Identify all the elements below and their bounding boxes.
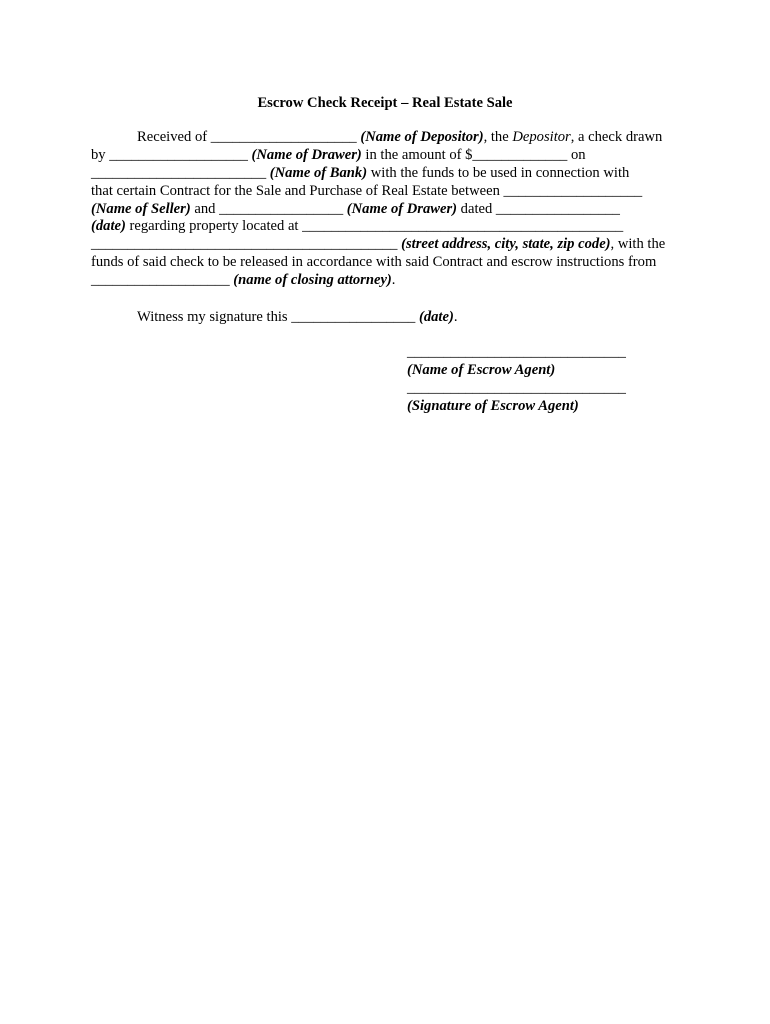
name-of-seller-label: (Name of Seller) bbox=[91, 200, 191, 217]
escrow-agent-signature-line: ______________________________ bbox=[407, 380, 626, 396]
document-title: Escrow Check Receipt – Real Estate Sale bbox=[257, 95, 513, 111]
attorney-blank: ___________________ bbox=[91, 272, 234, 289]
paragraph-line-7 bbox=[91, 236, 687, 254]
signature-of-escrow-agent-label: (Signature of Escrow Agent) bbox=[407, 398, 579, 414]
depositor-term: Depositor bbox=[512, 129, 571, 145]
contract-text: that certain Contract for the Sale and Purchase of Real Estate between ___________________ bbox=[91, 182, 643, 199]
paragraph-line-3 bbox=[91, 165, 687, 183]
name-of-bank-label: (Name of Bank) bbox=[269, 164, 368, 181]
dated-text: dated _________________ bbox=[457, 200, 620, 217]
period: . bbox=[391, 272, 396, 289]
received-of-text: Received of ____________________ bbox=[137, 129, 361, 145]
released-text: funds of said check to be released in accordance with said Contract and escrow instructions from bbox=[91, 254, 657, 271]
witness-period: . bbox=[453, 309, 458, 325]
with-the-text: , with the bbox=[610, 236, 666, 253]
name-of-closing-attorney-label: (name of closing attorney) bbox=[233, 272, 392, 289]
by-text: by ___________________ bbox=[91, 146, 252, 163]
paragraph-line-8 bbox=[91, 254, 687, 272]
and-text: and _________________ bbox=[190, 200, 347, 217]
escrow-agent-name-line: ______________________________ bbox=[407, 344, 626, 360]
check-drawn-text: , a check drawn bbox=[570, 129, 663, 145]
name-of-escrow-agent-label: (Name of Escrow Agent) bbox=[407, 362, 556, 378]
paragraph-line-4 bbox=[91, 183, 687, 201]
the-text: , the bbox=[483, 129, 513, 145]
paragraph-line-1 bbox=[91, 129, 687, 147]
witness-date-label: (date) bbox=[418, 309, 454, 325]
name-of-drawer-label-2: (Name of Drawer) bbox=[346, 200, 458, 217]
paragraph-line-5 bbox=[91, 201, 687, 219]
name-of-depositor-label: (Name of Depositor) bbox=[360, 129, 484, 145]
name-of-drawer-label: (Name of Drawer) bbox=[251, 146, 362, 163]
amount-text: in the amount of $_____________ on bbox=[361, 146, 586, 163]
witness-line bbox=[137, 308, 457, 326]
bank-blank: ________________________ bbox=[91, 164, 270, 181]
paragraph-line-6 bbox=[91, 218, 687, 236]
property-located-text: regarding property located at ____________________________________________ bbox=[125, 218, 624, 235]
paragraph-line-2 bbox=[91, 147, 687, 165]
witness-text: Witness my signature this _________________ bbox=[137, 309, 419, 325]
signature-block bbox=[407, 343, 626, 415]
funds-text: with the funds to be used in connection with bbox=[367, 164, 630, 181]
paragraph-line-9 bbox=[91, 272, 687, 290]
address-blank: __________________________________________ bbox=[91, 236, 402, 253]
date-label: (date) bbox=[91, 218, 126, 235]
street-address-label: (street address, city, state, zip code) bbox=[401, 236, 611, 253]
receipt-paragraph bbox=[91, 129, 687, 290]
